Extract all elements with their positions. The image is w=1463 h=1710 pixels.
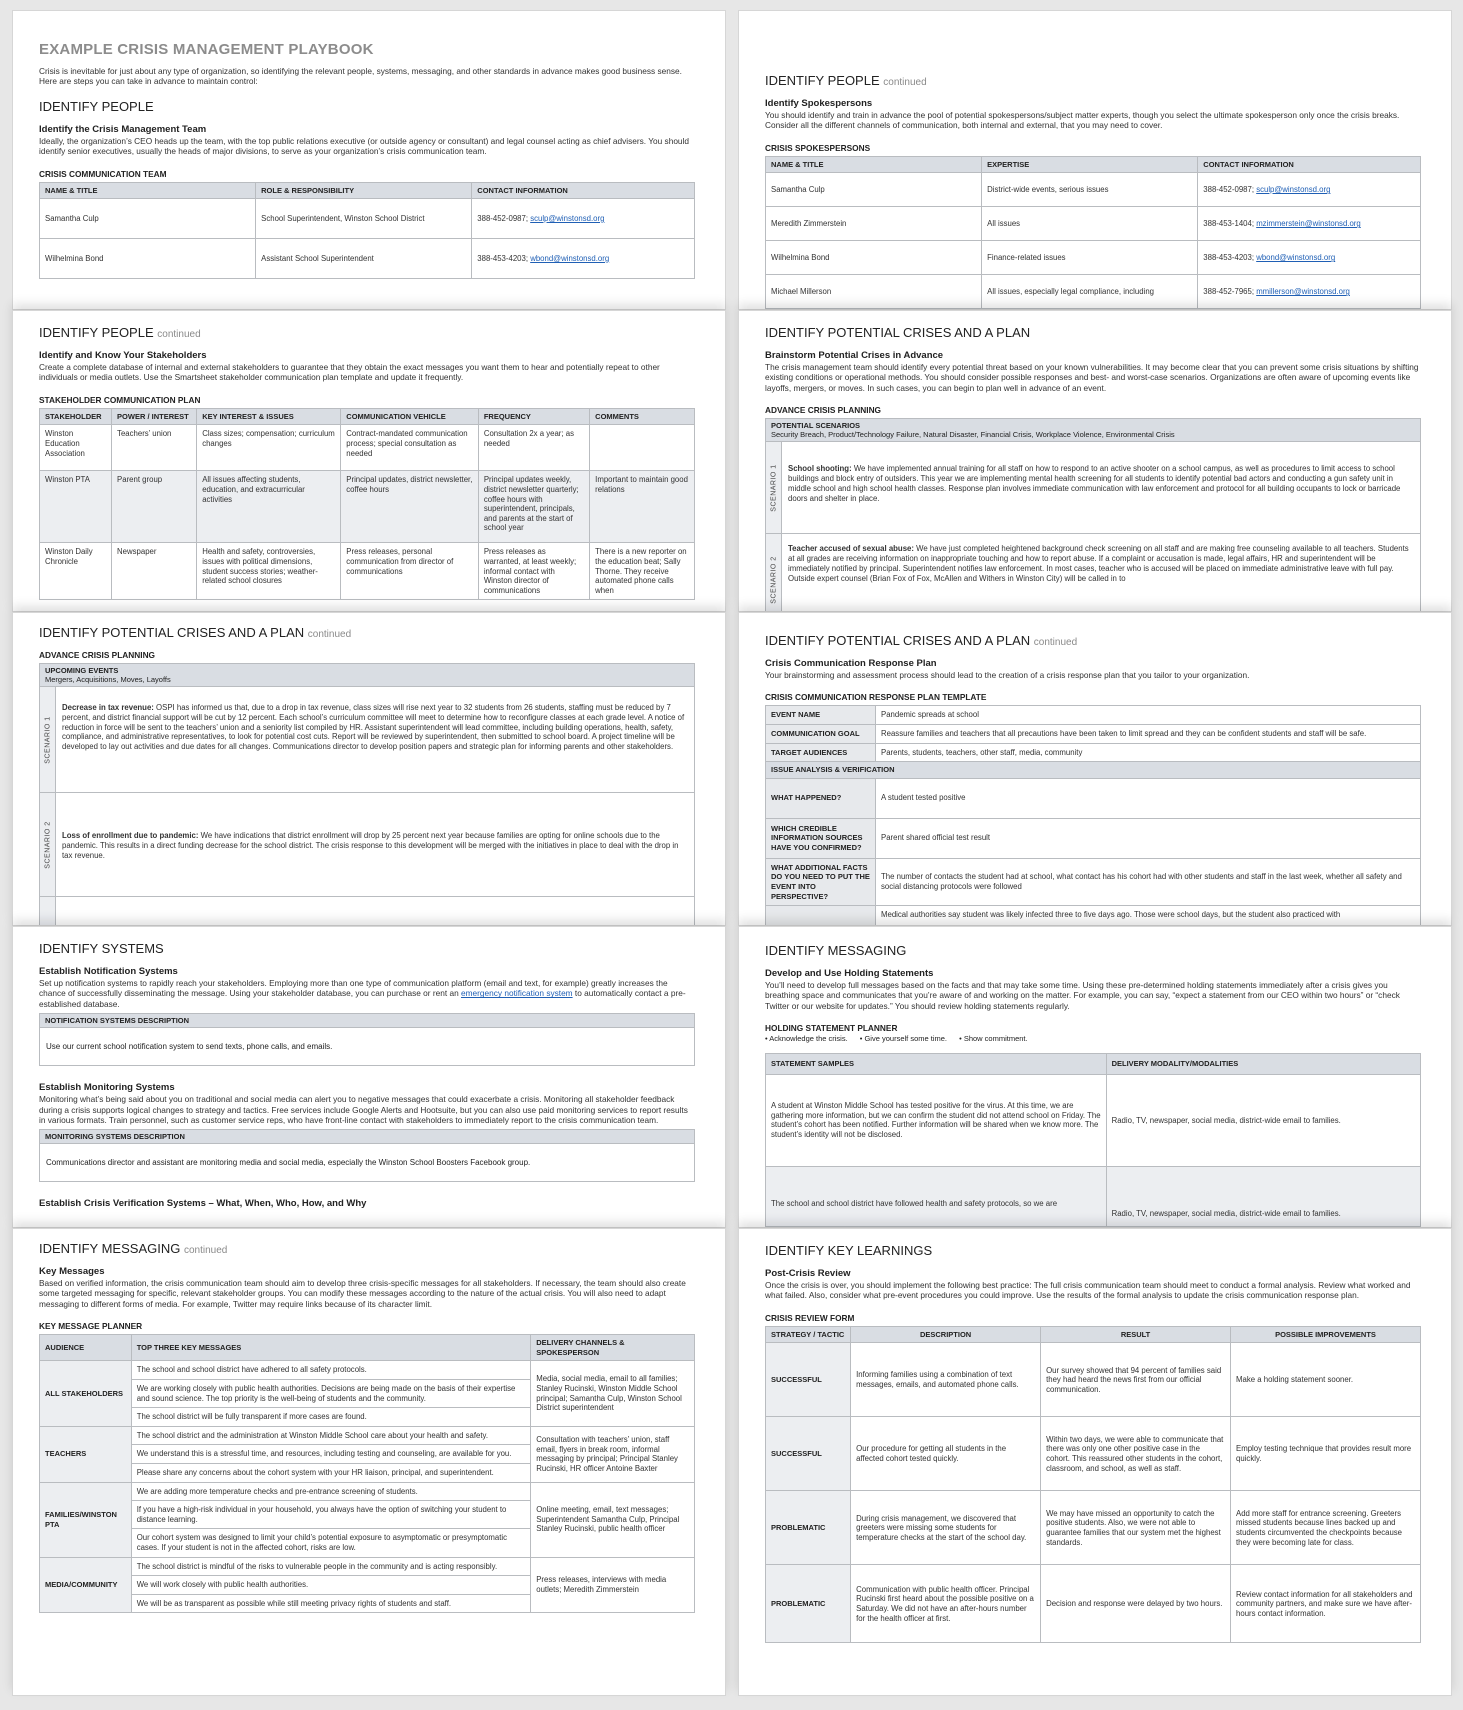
upcoming-events-title: UPCOMING EVENTS — [45, 666, 119, 675]
key-message-cell: We understand this is a stressful time, and resources, including testing and counseling, are available for you. — [131, 1445, 531, 1464]
cell: Consultation 2x a year; as needed — [478, 425, 589, 471]
cell: Principal updates, district newsletter, coffee hours — [341, 471, 479, 543]
table-row — [766, 1074, 1421, 1166]
holding-statement-table — [765, 1053, 1421, 1227]
row-key: WHICH CREDIBLE INFORMATION SOURCES HAVE YOU CONFIRMED? — [766, 818, 876, 858]
table-label: CRISIS SPOKESPERSONS — [765, 142, 871, 153]
row-key: COMMUNICATION GOAL — [766, 725, 876, 744]
scenario-side-label: SCENARIO 2 — [766, 534, 782, 612]
document-title: EXAMPLE CRISIS MANAGEMENT PLAYBOOK — [39, 41, 374, 58]
continued-label: continued — [183, 1245, 228, 1256]
page-1 — [12, 10, 726, 310]
col-header: COMMENTS — [590, 408, 695, 425]
row-value: The number of contacts the student had at school, what contact has his cohort had with other students and staff in the last week, whether all safety and social distancing protocols were followed — [876, 858, 1421, 905]
audience-cell: TEACHERS — [40, 1426, 132, 1482]
key-message-cell: The school and school district have adhered to all safety protocols. — [131, 1361, 531, 1380]
subheading: Identify the Crisis Management Team — [39, 123, 207, 135]
statement-sample: The school and school district have followed health and safety protocols, so we are — [766, 1166, 1107, 1226]
col-header: ROLE & RESPONSIBILITY — [256, 182, 472, 199]
description-cell: Communication with public health officer. Principal Rucinski first heard about the possible positive on a Saturday. We did not have an after-hours number for the health officer at first. — [851, 1565, 1041, 1643]
table-row — [766, 1491, 1421, 1565]
monitoring-box-header: MONITORING SYSTEMS DESCRIPTION — [39, 1129, 695, 1144]
delivery-channel-cell: Online meeting, email, text messages; Superintendent Samantha Culp, Principal Stanley Rucinski, public health officer — [531, 1482, 695, 1557]
cell: Class sizes; compensation; curriculum changes — [197, 425, 341, 471]
email-link[interactable]: sculp@winstonsd.org — [1256, 185, 1331, 195]
upcoming-events-header — [39, 663, 695, 687]
table-row — [40, 1482, 695, 1501]
row-value: Medical authorities say student was likely infected three to five days ago. Those were school days, but the student also practiced with — [876, 906, 1421, 926]
table-row — [40, 1426, 695, 1445]
result-cell: We may have missed an opportunity to catch the positive students. Also, we were not able to guarantee families that our system met the highest standards. — [1041, 1491, 1231, 1565]
scenario-text — [782, 442, 1420, 533]
scenario-row — [765, 442, 1421, 534]
paragraph: Your brainstorming and assessment process should lead to the creation of a crisis response plan that you tailor to your organization. — [765, 670, 1250, 680]
table-label: ADVANCE CRISIS PLANNING — [39, 650, 156, 660]
delivery-modality: Radio, TV, newspaper, social media, district-wide email to families. — [1106, 1166, 1420, 1226]
row-key: WHAT HAPPENED? — [766, 778, 876, 818]
paragraph: Ideally, the organization’s CEO heads up the team, with the top public relations executive (or outside agency or consultant) and legal counsel acting as chief advisers. You should identify senior executives, usually the heads of major divisions, to serve as your organization’s crisis communication team. — [39, 135, 690, 157]
col-header: COMMUNICATION VEHICLE — [341, 408, 479, 425]
cell: Newspaper — [112, 543, 197, 600]
row-value: Reassure families and teachers that all precautions have been taken to limit spread and they can be confident students and staff will be safe. — [876, 725, 1421, 744]
col-header: CONTACT INFORMATION — [1198, 156, 1421, 173]
delivery-channel-cell: Consultation with teachers’ union, staff email, flyers in break room, informal messaging by principal; Principal Stanley Rucinski, HR officer Antoine Baxter — [531, 1426, 695, 1482]
section-title: IDENTIFY KEY LEARNINGS — [765, 1243, 933, 1258]
section-title: IDENTIFY POTENTIAL CRISES AND A PLAN — [765, 325, 1031, 340]
cell: Parent group — [112, 471, 197, 543]
cell-name: Wilhelmina Bond — [766, 241, 982, 275]
col-header: DELIVERY CHANNELS & SPOKESPERSON — [531, 1335, 695, 1361]
cell-expertise: All issues — [982, 207, 1198, 241]
scenario-row — [39, 793, 695, 897]
cell-name: Samantha Culp — [40, 199, 256, 239]
notification-box-header: NOTIFICATION SYSTEMS DESCRIPTION — [39, 1013, 695, 1028]
page-8 — [738, 926, 1452, 1228]
cell: Teachers’ union — [112, 425, 197, 471]
row-value: Parent shared official test result — [876, 818, 1421, 858]
table-row — [766, 725, 1421, 744]
table-row — [766, 743, 1421, 762]
cell-role: Assistant School Superintendent — [256, 239, 472, 279]
cell-contact — [1198, 241, 1421, 275]
scenario-body: We have indications that district enrollment will drop by 25 percent next year because families are opting for online schools due to the pandemic. This results in a direct funding decrease for the school district. The crisis response to this development will be merged with the initiatives in place to deal with the drop in tax revenue. — [62, 831, 679, 860]
scenario-row — [765, 534, 1421, 612]
cell: Press releases, personal communication from director of communications — [341, 543, 479, 600]
monitoring-box-body: Communications director and assistant are monitoring media and social media, especially the Winston School Boosters Facebook group. — [39, 1144, 695, 1182]
table-row — [766, 706, 1421, 725]
crisis-team-table — [39, 182, 695, 280]
cell-contact — [1198, 275, 1421, 309]
row-value: Pandemic spreads at school — [876, 706, 1421, 725]
phone: 388-452-7965; — [1203, 287, 1255, 297]
col-header: FREQUENCY — [478, 408, 589, 425]
phone: 388-452-0987; — [1203, 185, 1255, 195]
bullet-list — [765, 1034, 1421, 1043]
row-key: WHAT ADDITIONAL FACTS DO YOU NEED TO PUT THE EVENT INTO PERSPECTIVE? — [766, 858, 876, 905]
delivery-channel-cell: Media, social media, email to all families; Stanley Rucinski, Winston Middle School principal; Samantha Culp, Winston School District superintendent — [531, 1361, 695, 1426]
table-row — [766, 858, 1421, 905]
strategy-cell: SUCCESSFUL — [766, 1417, 851, 1491]
table-row — [766, 173, 1421, 207]
table-row — [766, 818, 1421, 858]
table-row — [766, 275, 1421, 309]
cell-name: Michael Millerson — [766, 275, 982, 309]
scenario-side-label — [40, 897, 56, 926]
strategy-cell: SUCCESSFUL — [766, 1343, 851, 1417]
table-row — [40, 199, 695, 239]
scenario-text — [56, 687, 694, 792]
section-title: IDENTIFY MESSAGING — [765, 943, 907, 958]
description-cell: During crisis management, we discovered that greeters were missing some students for temperature checks at the start of the school day. — [851, 1491, 1041, 1565]
scenario-lead: Decrease in tax revenue: — [62, 703, 154, 712]
section-title-text: IDENTIFY MESSAGING — [39, 1241, 181, 1256]
table-label: CRISIS COMMUNICATION RESPONSE PLAN TEMPLATE — [765, 692, 987, 703]
cell: Press releases as warranted, at least weekly; informal contact with Winston director of communications — [478, 543, 589, 600]
table-label: HOLDING STATEMENT PLANNER — [765, 1023, 898, 1034]
cell: Winston Daily Chronicle — [40, 543, 112, 600]
statement-sample: A student at Winston Middle School has tested positive for the virus. At this time, we are gathering more information, but we can confirm the student did not attend school on Friday. The student’s cohort has been notified. Further information will be shared when we know more. The student’s identity will not be disclosed. — [766, 1074, 1107, 1166]
cell — [590, 425, 695, 471]
cell-contact — [1198, 173, 1421, 207]
cell-role: School Superintendent, Winston School District — [256, 199, 472, 239]
improvement-cell: Employ testing technique that provides result more quickly. — [1231, 1417, 1421, 1491]
scenario-side-label: SCENARIO 1 — [766, 442, 782, 533]
cell: Contract-mandated communication process; special consultation as needed — [341, 425, 479, 471]
email-link[interactable]: wbond@winstonsd.org — [530, 253, 610, 263]
table-row — [766, 906, 1421, 926]
result-cell: Decision and response were delayed by two hours. — [1041, 1565, 1231, 1643]
bullet-item: • Acknowledge the crisis. — [765, 1034, 848, 1044]
cell: Important to maintain good relations — [590, 471, 695, 543]
subheading: Identify Spokespersons — [765, 98, 873, 109]
table-row — [766, 1565, 1421, 1643]
table-row — [40, 239, 695, 279]
scenario-side-label: SCENARIO 1 — [40, 687, 56, 792]
table-row — [766, 207, 1421, 241]
cell-name: Samantha Culp — [766, 173, 982, 207]
row-key: TARGET AUDIENCES — [766, 743, 876, 762]
email-link[interactable]: wbond@winstonsd.org — [1256, 253, 1336, 263]
section-title: IDENTIFY PEOPLE — [39, 98, 154, 114]
paragraph: Once the crisis is over, you should implement the following best practice: The full crisis communication team should meet to conduct a formal analysis. Review what worked and what failed. Also, consider what pre-event procedures you could improve. Use the results of the formal analysis to update the crisis communication response plan. — [765, 1280, 1411, 1301]
scenario-lead: Teacher accused of sexual abuse: — [788, 544, 914, 554]
issue-analysis-header: ISSUE ANALYSIS & VERIFICATION — [766, 762, 1421, 779]
cell-expertise: District-wide events, serious issues — [982, 173, 1198, 207]
table-row — [766, 778, 1421, 818]
phone: 388-453-4203; — [477, 253, 529, 263]
cell: Winston Education Association — [40, 425, 112, 471]
table-row — [40, 1361, 695, 1380]
improvement-cell: Make a holding statement sooner. — [1231, 1343, 1421, 1417]
notification-box-body: Use our current school notification system to send texts, phone calls, and emails. — [39, 1028, 695, 1066]
key-message-cell: We are adding more temperature checks and pre-entrance screening of students. — [131, 1482, 531, 1501]
scenario-body: We have implemented annual training for all staff on how to respond to an active shooter on a school campus, as well as procedures to limit access to school buildings and block entry of outsiders. This year we are implementing mental health screening for all students to identify potential bad actors and conducting a gun safety unit in middle school and high school health classes. Response plan involves immediate communication with law enforcement and protocol for all building occupants to lock or barricade doors and shelter in place. — [788, 464, 1401, 503]
scenario-lead: School shooting: — [788, 464, 852, 474]
table-row — [40, 1557, 695, 1576]
col-header: CONTACT INFORMATION — [472, 182, 695, 199]
col-header: TOP THREE KEY MESSAGES — [131, 1335, 531, 1361]
cell-contact — [1198, 207, 1421, 241]
audience-cell: FAMILIES/WINSTON PTA — [40, 1482, 132, 1557]
scenario-row-empty — [39, 897, 695, 926]
col-header: KEY INTEREST & ISSUES — [197, 408, 341, 425]
col-header: STATEMENT SAMPLES — [766, 1054, 1107, 1075]
section-title — [765, 633, 1421, 648]
page-4 — [738, 310, 1452, 612]
email-link[interactable]: sculp@winstonsd.org — [530, 213, 605, 223]
paragraph — [39, 978, 695, 1009]
page-7 — [12, 926, 726, 1228]
audience-cell: ALL STAKEHOLDERS — [40, 1361, 132, 1426]
bullet-item: • Give yourself some time. — [859, 1034, 948, 1044]
key-message-cell: The school district is mindful of the risks to vulnerable people in the community and is acting responsibly. — [131, 1557, 531, 1576]
scenario-text — [782, 534, 1420, 612]
key-message-table — [39, 1334, 695, 1613]
key-message-cell: We will work closely with public health authorities. — [131, 1576, 531, 1595]
page-2 — [738, 10, 1452, 310]
delivery-channel-cell: Press releases, interviews with media outlets; Meredith Zimmerstein — [531, 1557, 695, 1613]
section-title-text: IDENTIFY PEOPLE — [39, 325, 154, 340]
scenario-text — [56, 897, 694, 926]
strategy-cell: PROBLEMATIC — [766, 1491, 851, 1565]
key-message-cell: The school district will be fully transparent if more cases are found. — [131, 1408, 531, 1427]
notification-system-link[interactable]: emergency notification system — [461, 988, 573, 999]
table-label: CRISIS COMMUNICATION TEAM — [39, 168, 167, 179]
table-row — [766, 1417, 1421, 1491]
page-9 — [12, 1228, 726, 1696]
col-header: NAME & TITLE — [40, 182, 256, 199]
continued-label: continued — [307, 629, 352, 640]
stakeholder-table — [39, 408, 695, 601]
email-link[interactable]: mzimmerstein@winstonsd.org — [1256, 219, 1361, 229]
strategy-cell: PROBLEMATIC — [766, 1565, 851, 1643]
key-message-cell: We will be as transparent as possible while still meeting privacy rights of students and staff. — [131, 1594, 531, 1613]
improvement-cell: Review contact information for all stakeholders and community partners, and make sure we have after-hours contact information. — [1231, 1565, 1421, 1643]
key-message-cell: If you have a high-risk individual in your household, you always have the option of switching your student to distance learning. — [131, 1501, 531, 1529]
cell: All issues affecting students, education, and extracurricular activities — [197, 471, 341, 543]
section-title-text: IDENTIFY POTENTIAL CRISES AND A PLAN — [765, 633, 1031, 648]
page-6 — [738, 612, 1452, 926]
subheading: Establish Notification Systems — [39, 966, 178, 977]
section-title — [39, 625, 695, 640]
table-row — [766, 1343, 1421, 1417]
cell-name: Meredith Zimmerstein — [766, 207, 982, 241]
description-cell: Informing families using a combination of text messages, emails, and automated phone calls. — [851, 1343, 1041, 1417]
table-label: ADVANCE CRISIS PLANNING — [765, 405, 882, 416]
scenario-body: OSPI has informed us that, due to a drop in tax revenue, class sizes will rise next year to 32 students from 26 students, staffing must be reduced by 7 percent, and district financial support will be cut by 12 percent. Each school’s curriculum committee will meet to determine how to reconfigure classes at each grade level. A notice of reduction in force will be sent to the teachers’ union and a seniority list compiled by HR. Assistant superintendent will lead committee, including building operations, health, safety, compliance, and administrative representatives, to look for potential cost cuts. Report will be reviewed by superintendent, then submitted to school board. A project timeline will be developed to lay out activities and due dates for all changes. Communications director to develop position papers and strategic plan for informing parents and other stakeholders. — [62, 703, 685, 752]
key-message-cell: Our cohort system was designed to limit your child’s potential exposure to asymptomatic or presymptomatic cases. If your student is not in the affected cohort, risks are low. — [131, 1529, 531, 1557]
intro-paragraph: Crisis is inevitable for just about any type of organization, so identifying the relevant people, systems, messaging, and other standards in advance makes good business sense. Here are steps you can take in advance to maintain control: — [39, 66, 682, 87]
cell-contact — [472, 239, 695, 279]
scenario-body: We have just completed heightened background check screening on all staff and are making free counseling available to all teachers. Students at all grades are receiving information on inappropriate touching and how to report abuse. If a complaint or accusation is made, legal affairs, HR and superintendent will be immediately notified by principal. Superintendent notifies law enforcement. In most cases, teacher who is accused will be placed on immediate administrative leave with full pay. Outside expert counsel (Brian Fox of Fox, McAllen and Withers in Winston City) will be called in to — [788, 544, 1409, 583]
cell-contact — [472, 199, 695, 239]
description-cell: Our procedure for getting all students in the affected cohort tested quickly. — [851, 1417, 1041, 1491]
delivery-modality: Radio, TV, newspaper, social media, district-wide email to families. — [1106, 1074, 1420, 1166]
col-header: EXPERTISE — [982, 156, 1198, 173]
page-5 — [12, 612, 726, 926]
paragraph: Monitoring what’s being said about you on traditional and social media can alert you to negative messages that could exacerbate a crisis. Monitoring all stakeholder feedback during a crisis supports logical changes to strategy and tactics. Free services include Google Alerts and Hootsuite, but you can also use paid monitoring services to report results in various formats. Train personnel, such as customer service reps, who have front-line contact with stakeholders to immediately report to the crisis communication team. — [39, 1094, 688, 1126]
upcoming-events-sub: Mergers, Acquisitions, Moves, Layoffs — [45, 675, 171, 684]
key-message-cell: The school district and the administration at Winston Middle School care about your health and safety. — [131, 1426, 531, 1445]
scenario-row — [39, 687, 695, 793]
improvement-cell: Add more staff for entrance screening. Greeters missed students because lines backed up and students circumvented the checkpoints because they were becoming late for class. — [1231, 1491, 1421, 1565]
page-3 — [12, 310, 726, 612]
row-key: EVENT NAME — [766, 706, 876, 725]
subheading: Identify and Know Your Stakeholders — [39, 350, 207, 361]
col-header: STRATEGY / TACTIC — [766, 1326, 851, 1343]
paragraph: You’ll need to develop full messages based on the facts and that may take some time. Using these pre-determined holding statements immediately after a crisis gives you breathing space and communicates that you’re aware of and working on the matter. For example, you can say, “expect a statement from our CEO within two hours” or “check Twitter or our website for updates.” You should review holding statements regularly. — [765, 980, 1400, 1011]
col-header: DELIVERY MODALITY/MODALITIES — [1106, 1054, 1420, 1075]
table-row — [766, 241, 1421, 275]
cell: There is a new reporter on the education beat; Sally Thorne. They receive automated phone calls when — [590, 543, 695, 600]
table-row — [40, 471, 695, 543]
phone: 388-453-1404; — [1203, 219, 1255, 229]
section-title — [765, 73, 1421, 88]
continued-label: continued — [1033, 637, 1078, 648]
continued-label: continued — [883, 77, 927, 88]
result-cell: Our survey showed that 94 percent of families said they had heard the news first from our official communication. — [1041, 1343, 1231, 1417]
crisis-review-table — [765, 1326, 1421, 1644]
section-title: IDENTIFY SYSTEMS — [39, 941, 164, 956]
section-title-text: IDENTIFY POTENTIAL CRISES AND A PLAN — [39, 625, 305, 640]
key-message-cell: We are working closely with public health authorities. Decisions are being made on the basis of their expertise and sound science. The top priority is the well-being of students and the community. — [131, 1380, 531, 1408]
row-value: Parents, students, teachers, other staff, media, community — [876, 743, 1421, 762]
cell-expertise: All issues, especially legal compliance, including — [982, 275, 1198, 309]
phone: 388-452-0987; — [477, 213, 529, 223]
section-title — [39, 1241, 695, 1256]
phone: 388-453-4203; — [1203, 253, 1255, 263]
col-header: POSSIBLE IMPROVEMENTS — [1231, 1326, 1421, 1343]
continued-label: continued — [157, 329, 201, 340]
spokespersons-table — [765, 156, 1421, 310]
paragraph: You should identify and train in advance the pool of potential spokespersons/subject matter experts, though you select the ultimate spokesperson only once the crisis breaks. Consider all the different channels of communication, both internal and external, that you may need to cover. — [765, 110, 1400, 131]
scenarios-header — [765, 418, 1421, 442]
table-label: CRISIS REVIEW FORM — [765, 1312, 855, 1323]
scenarios-header-sub: Security Breach, Product/Technology Failure, Natural Disaster, Financial Crisis, Workplace Violence, Environmental Crisis — [771, 430, 1175, 440]
cell-expertise: Finance-related issues — [982, 241, 1198, 275]
col-header: POWER / INTEREST — [112, 408, 197, 425]
scenario-text — [56, 793, 694, 896]
table-row — [40, 543, 695, 600]
subheading: Develop and Use Holding Statements — [765, 968, 934, 979]
email-link[interactable]: mmillerson@winstonsd.org — [1256, 287, 1350, 297]
key-message-cell: Please share any concerns about the cohort system with your HR liaison, principal, and superintendent. — [131, 1463, 531, 1482]
audience-cell: MEDIA/COMMUNITY — [40, 1557, 132, 1613]
page-10 — [738, 1228, 1452, 1696]
paragraph: Create a complete database of internal and external stakeholders to guarantee that they obtain the exact messages you want them to hear and potentially repeat to other individuals or media outlets. Use the Smartsheet stakeholder communication plan template and update it frequently. — [39, 362, 660, 383]
table-row — [40, 425, 695, 471]
bullet-item: • Show commitment. — [959, 1034, 1028, 1044]
result-cell: Within two days, we were able to communicate that there was only one other positive case in the cohort. This reassured other students in the cohort, classroom, and school, as well as staff. — [1041, 1417, 1231, 1491]
scenarios-header-title: POTENTIAL SCENARIOS — [771, 421, 861, 431]
scenario-side-label: SCENARIO 2 — [40, 793, 56, 896]
subheading: Crisis Communication Response Plan — [765, 658, 937, 669]
subheading: Key Messages — [39, 1266, 105, 1277]
subheading: Establish Crisis Verification Systems – What, When, Who, How, and Why — [39, 1198, 367, 1210]
paragraph: Based on verified information, the crisis communication team should aim to develop three crisis-specific messages for all stakeholders. If necessary, the team should also create some targeted messaging for specific, relevant stakeholder groups. You can modify these messages according to the nature of the actual crisis. You will also need to adapt messaging to different forms of media. For example, Twitter may require links because of its character limit. — [39, 1278, 686, 1309]
col-header: NAME & TITLE — [766, 156, 982, 173]
cell: Winston PTA — [40, 471, 112, 543]
table-label: KEY MESSAGE PLANNER — [39, 1321, 143, 1332]
cell: Principal updates weekly, district newsletter quarterly; coffee hours with superintendent, principals, and parents at the start of school year — [478, 471, 589, 543]
row-key — [766, 906, 876, 926]
section-title-text: IDENTIFY PEOPLE — [765, 73, 880, 88]
col-header: AUDIENCE — [40, 1335, 132, 1361]
col-header: STAKEHOLDER — [40, 408, 112, 425]
paragraph: The crisis management team should identify every potential threat based on your known vulnerabilities. It may become clear that you can prevent some crisis situations by shifting existing conditions or operational methods. You should consider possible responses and best- and worst-case scenarios. Organizations are often aware of upcoming events like layoffs, mergers, or moves. In such cases, you can begin to plan well in advance of an event. — [765, 362, 1419, 393]
table-label: STAKEHOLDER COMMUNICATION PLAN — [39, 394, 201, 405]
subheading: Establish Monitoring Systems — [39, 1082, 175, 1094]
subheading: Brainstorm Potential Crises in Advance — [765, 350, 944, 361]
col-header: RESULT — [1041, 1326, 1231, 1343]
scenario-lead: Loss of enrollment due to pandemic: — [62, 831, 199, 840]
subheading: Post-Crisis Review — [765, 1268, 851, 1279]
paragraph-text: to automatically contact a pre-established database. — [39, 988, 686, 1009]
table-row — [766, 1166, 1421, 1226]
paragraph-text: Set up notification systems to rapidly reach your stakeholders. Employing more than one type of communication platform (email and text, for example) greatly increases the chance of successfully disseminating the message. Using your stakeholder database, you can purchase or rent an — [39, 978, 668, 999]
col-header: DESCRIPTION — [851, 1326, 1041, 1343]
row-value: A student tested positive — [876, 778, 1421, 818]
response-plan-table — [765, 705, 1421, 926]
cell-name: Wilhelmina Bond — [40, 239, 256, 279]
section-title — [39, 325, 695, 340]
cell: Health and safety, controversies, issues with political dimensions, student success stories; weather-related school closures — [197, 543, 341, 600]
